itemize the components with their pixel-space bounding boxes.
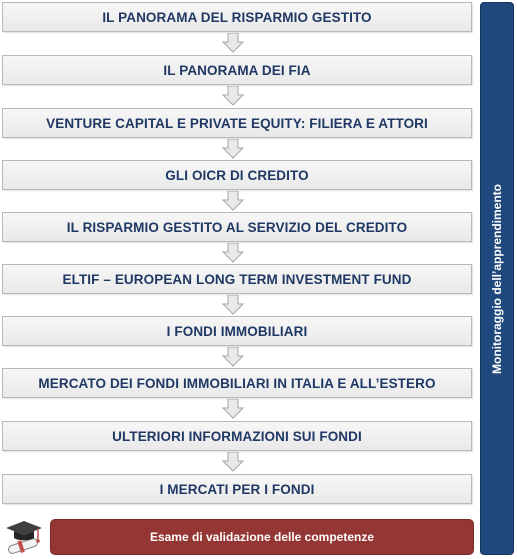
step-5-label: IL RISPARMIO GESTITO AL SERVIZIO DEL CREDITO: [66, 219, 408, 235]
step-7: [2, 316, 472, 346]
step-2-label: IL PANORAMA DEI FIA: [163, 62, 311, 78]
step-1: [2, 2, 472, 32]
step-3-label: VENTURE CAPITAL E PRIVATE EQUITY: FILIERA E ATTORI: [46, 115, 428, 131]
arrow-down-icon: [222, 191, 244, 211]
step-4-label: GLI OICR DI CREDITO: [165, 167, 309, 183]
step-9: [2, 421, 472, 451]
step-10: [2, 474, 472, 504]
exam-label: Esame di validazione delle competenze: [149, 530, 375, 544]
exam-validation-banner: [50, 519, 474, 555]
arrow-down-icon: [222, 347, 244, 367]
step-9-label: ULTERIORI INFORMAZIONI SUI FONDI: [112, 428, 362, 444]
step-5: [2, 212, 472, 242]
arrow-down-icon: [222, 399, 244, 419]
step-1-label: IL PANORAMA DEL RISPARMIO GESTITO: [102, 9, 372, 25]
monitoring-sidebar: [480, 2, 514, 555]
step-8: [2, 368, 472, 398]
arrow-down-icon: [222, 452, 244, 472]
arrow-down-icon: [222, 243, 244, 263]
arrow-down-icon: [222, 33, 244, 53]
step-3: [2, 108, 472, 138]
step-4: [2, 160, 472, 190]
arrow-down-icon: [222, 295, 244, 315]
step-10-label: I MERCATI PER I FONDI: [159, 481, 315, 497]
arrow-down-icon: [222, 139, 244, 159]
step-6: [2, 264, 472, 294]
arrow-down-icon: [222, 86, 244, 106]
step-8-label: MERCATO DEI FONDI IMMOBILIARI IN ITALIA E ALL’ESTERO: [38, 375, 436, 391]
graduation-cap-icon: [2, 518, 46, 556]
step-2: [2, 55, 472, 85]
monitoring-label: Monitoraggio dell’apprendimento: [490, 183, 504, 374]
step-6-label: ELTIF – EUROPEAN LONG TERM INVESTMENT FUND: [62, 271, 412, 287]
step-7-label: I FONDI IMMOBILIARI: [166, 323, 308, 339]
